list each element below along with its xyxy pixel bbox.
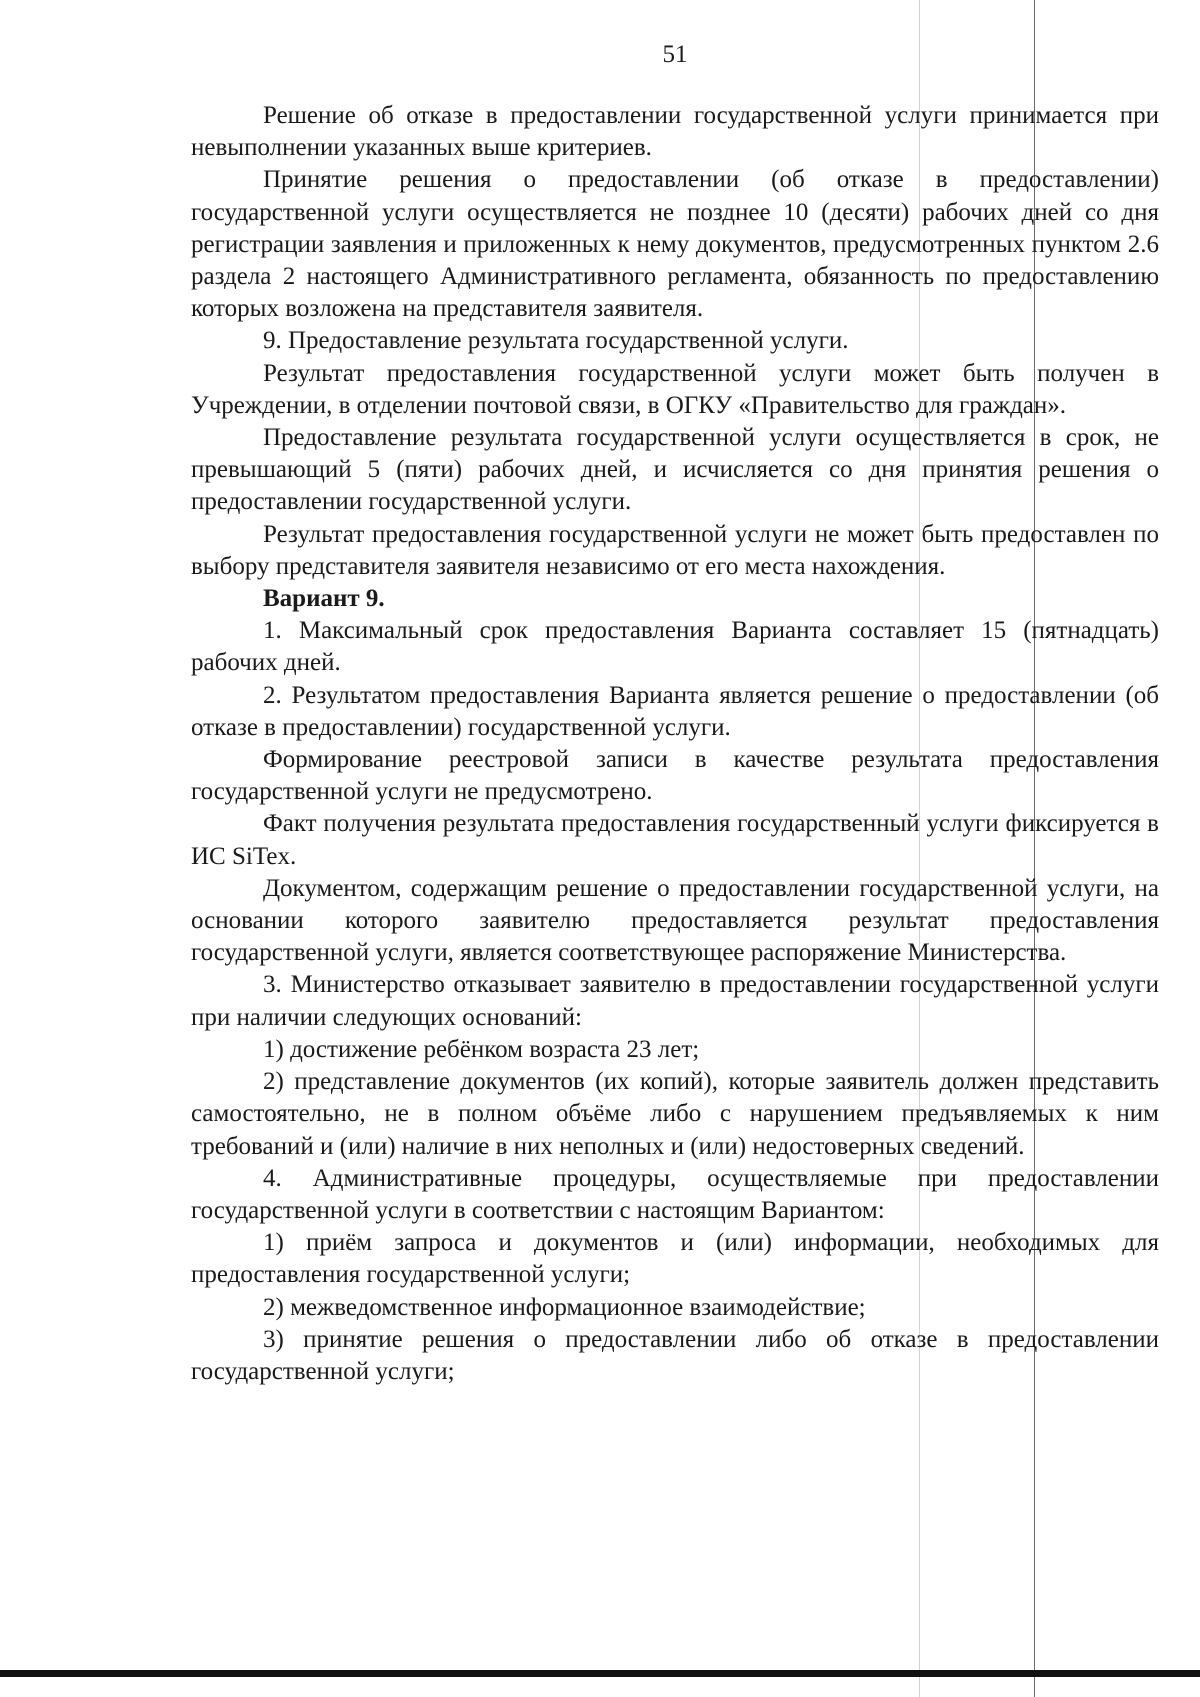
document-body <box>191 100 1159 1388</box>
paragraph: 9. Предоставление результата государственной услуги. <box>263 327 849 355</box>
paragraph: 3. Министерство отказывает заявителю в предоставлении государственной услуги при наличии следующих оснований: <box>191 971 1159 1031</box>
page-number: 51 <box>662 41 688 68</box>
paragraph: Результат предоставления государственной услуги не может быть предоставлен по выбору представителя заявителя независимо от его места нахождения. <box>191 520 1159 580</box>
paragraph: Факт получения результата предоставления государственный услуги фиксируется в ИС SiTex. <box>191 810 1159 870</box>
paragraph: Результат предоставления государственной услуги может быть получен в Учреждении, в отделении почтовой связи, в ОГКУ «Правительство для граждан». <box>191 359 1159 419</box>
paragraph: 1. Максимальный срок предоставления Варианта составляет 15 (пятнадцать) рабочих дней. <box>191 617 1159 677</box>
paragraph: Решение об отказе в предоставлении государственной услуги принимается при невыполнении указанных выше критериев. <box>191 102 1159 162</box>
paragraph: Документом, содержащим решение о предоставлении государственной услуги, на основании которого заявителю предоставляется результат предоставления государственной услуги, является соответствующее распоряжение Министерства. <box>191 874 1159 967</box>
section-heading: Вариант 9. <box>263 585 385 613</box>
list-item: 3) принятие решения о предоставлении либо об отказе в предоставлении государственной услуги; <box>191 1325 1159 1385</box>
paragraph: Предоставление результата государственной услуги осуществляется в срок, не превышающий 5 (пяти) рабочих дней, и исчисляется со дня принятия решения о предоставлении государственной услуги. <box>191 424 1159 516</box>
list-item: 2) межведомственное информационное взаимодействие; <box>263 1293 866 1321</box>
list-item: 1) приём запроса и документов и (или) информации, необходимых для предоставления государственной услуги; <box>191 1229 1159 1289</box>
paragraph: 4. Административные процедуры, осуществляемые при предоставлении государственной услуги в соответствии с настоящим Вариантом: <box>191 1164 1159 1224</box>
list-item: 2) представление документов (их копий), которые заявитель должен представить самостоятельно, не в полном объёме либо с нарушением предъявляемых к ним требований и (или) наличие в них неполных и (или) недостоверных сведений. <box>191 1068 1159 1160</box>
paragraph: Принятие решения о предоставлении (об отказе в предоставлении) государственной услуги осуществляется не позднее 10 (десяти) рабочих дней со дня регистрации заявления и приложенных к нему документов, предусмотренных пунктом 2.6 раздела 2 настоящего Административного регламента, обязанность по предоставлению которых возложена на представителя заявителя. <box>191 166 1159 323</box>
paragraph: Формирование реестровой записи в качестве результата предоставления государственной услуги не предусмотрено. <box>191 746 1159 806</box>
paragraph: 2. Результатом предоставления Варианта является решение о предоставлении (об отказе в предоставлении) государственной услуги. <box>191 681 1159 741</box>
list-item: 1) достижение ребёнком возраста 23 лет; <box>263 1035 700 1063</box>
scan-border <box>0 1670 1200 1677</box>
